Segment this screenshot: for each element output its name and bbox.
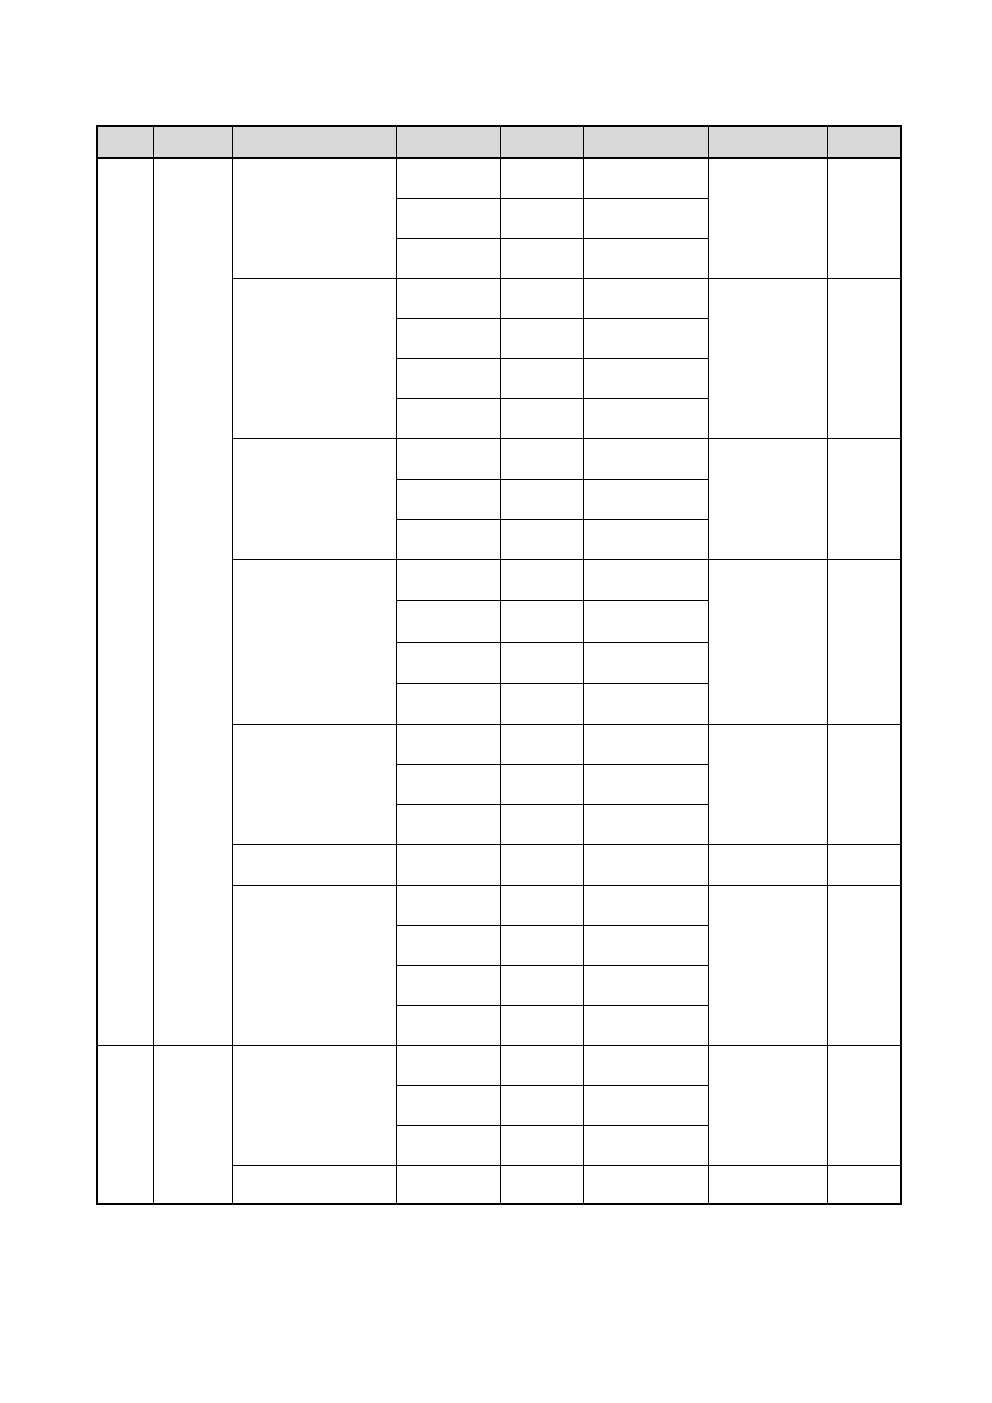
target-grade bbox=[500, 238, 583, 278]
place bbox=[708, 885, 827, 1045]
class-time bbox=[583, 438, 708, 479]
class-name bbox=[396, 683, 500, 724]
class-time bbox=[583, 1165, 708, 1204]
program-name bbox=[232, 559, 396, 724]
row-date bbox=[153, 1045, 232, 1204]
place bbox=[708, 278, 827, 438]
teacher bbox=[827, 438, 901, 559]
class-time bbox=[583, 479, 708, 519]
teacher bbox=[827, 1165, 901, 1204]
program-name bbox=[232, 158, 396, 278]
class-time bbox=[583, 1125, 708, 1165]
class-name bbox=[396, 398, 500, 438]
class-time bbox=[583, 198, 708, 238]
target-grade bbox=[500, 1005, 583, 1045]
class-time bbox=[583, 642, 708, 683]
target-grade bbox=[500, 318, 583, 358]
class-name bbox=[396, 1045, 500, 1085]
class-name bbox=[396, 724, 500, 764]
class-time bbox=[583, 764, 708, 804]
target-grade bbox=[500, 683, 583, 724]
class-name bbox=[396, 519, 500, 559]
class-time bbox=[583, 559, 708, 600]
target-grade bbox=[500, 198, 583, 238]
class-name bbox=[396, 804, 500, 844]
schedule-table bbox=[96, 125, 902, 1205]
class-name bbox=[396, 158, 500, 198]
row-date bbox=[153, 158, 232, 1045]
program-name bbox=[232, 438, 396, 559]
place bbox=[708, 844, 827, 885]
class-name bbox=[396, 885, 500, 925]
class-time bbox=[583, 358, 708, 398]
class-name bbox=[396, 438, 500, 479]
class-time bbox=[583, 925, 708, 965]
place bbox=[708, 724, 827, 844]
target-grade bbox=[500, 1045, 583, 1085]
class-name bbox=[396, 965, 500, 1005]
teacher bbox=[827, 885, 901, 1045]
class-time bbox=[583, 683, 708, 724]
teacher bbox=[827, 559, 901, 724]
target-grade bbox=[500, 358, 583, 398]
class-name bbox=[396, 479, 500, 519]
class-time bbox=[583, 519, 708, 559]
program-name bbox=[232, 1165, 396, 1204]
target-grade bbox=[500, 519, 583, 559]
target-grade bbox=[500, 479, 583, 519]
class-time bbox=[583, 318, 708, 358]
place bbox=[708, 158, 827, 278]
class-name bbox=[396, 238, 500, 278]
header-target bbox=[500, 126, 583, 158]
target-grade bbox=[500, 885, 583, 925]
header-date bbox=[153, 126, 232, 158]
target-grade bbox=[500, 278, 583, 318]
class-name bbox=[396, 642, 500, 683]
target-grade bbox=[500, 600, 583, 642]
target-grade bbox=[500, 1165, 583, 1204]
program-name bbox=[232, 1045, 396, 1165]
class-time bbox=[583, 398, 708, 438]
target-grade bbox=[500, 438, 583, 479]
class-name bbox=[396, 559, 500, 600]
target-grade bbox=[500, 1125, 583, 1165]
target-grade bbox=[500, 398, 583, 438]
teacher bbox=[827, 724, 901, 844]
header-class bbox=[396, 126, 500, 158]
class-time bbox=[583, 844, 708, 885]
class-name bbox=[396, 1005, 500, 1045]
class-time bbox=[583, 965, 708, 1005]
class-name bbox=[396, 600, 500, 642]
target-grade bbox=[500, 764, 583, 804]
row-number bbox=[97, 158, 153, 1045]
place bbox=[708, 559, 827, 724]
header-time bbox=[583, 126, 708, 158]
target-grade bbox=[500, 559, 583, 600]
target-grade bbox=[500, 844, 583, 885]
class-time bbox=[583, 1005, 708, 1045]
program-name bbox=[232, 885, 396, 1045]
target-grade bbox=[500, 804, 583, 844]
class-name bbox=[396, 358, 500, 398]
class-name bbox=[396, 1125, 500, 1165]
target-grade bbox=[500, 724, 583, 764]
table-row bbox=[97, 158, 901, 198]
class-name bbox=[396, 1165, 500, 1204]
row-number bbox=[97, 1045, 153, 1204]
class-time bbox=[583, 1085, 708, 1125]
header-program bbox=[232, 126, 396, 158]
class-time bbox=[583, 238, 708, 278]
class-name bbox=[396, 764, 500, 804]
class-time bbox=[583, 885, 708, 925]
class-time bbox=[583, 600, 708, 642]
target-grade bbox=[500, 158, 583, 198]
class-name bbox=[396, 318, 500, 358]
table-body bbox=[97, 158, 901, 1204]
target-grade bbox=[500, 642, 583, 683]
place bbox=[708, 438, 827, 559]
teacher bbox=[827, 844, 901, 885]
class-name bbox=[396, 198, 500, 238]
class-name bbox=[396, 925, 500, 965]
target-grade bbox=[500, 965, 583, 1005]
teacher bbox=[827, 1045, 901, 1165]
target-grade bbox=[500, 925, 583, 965]
class-time bbox=[583, 1045, 708, 1085]
header-place bbox=[708, 126, 827, 158]
class-name bbox=[396, 844, 500, 885]
target-grade bbox=[500, 1085, 583, 1125]
class-time bbox=[583, 158, 708, 198]
program-name bbox=[232, 724, 396, 844]
class-name bbox=[396, 1085, 500, 1125]
place bbox=[708, 1165, 827, 1204]
class-name bbox=[396, 278, 500, 318]
teacher bbox=[827, 158, 901, 278]
header-teacher bbox=[827, 126, 901, 158]
table-header-row bbox=[97, 126, 901, 158]
class-time bbox=[583, 724, 708, 764]
place bbox=[708, 1045, 827, 1165]
class-time bbox=[583, 804, 708, 844]
header-no bbox=[97, 126, 153, 158]
teacher bbox=[827, 278, 901, 438]
table-row bbox=[97, 1045, 901, 1085]
program-name bbox=[232, 278, 396, 438]
class-time bbox=[583, 278, 708, 318]
program-name bbox=[232, 844, 396, 885]
